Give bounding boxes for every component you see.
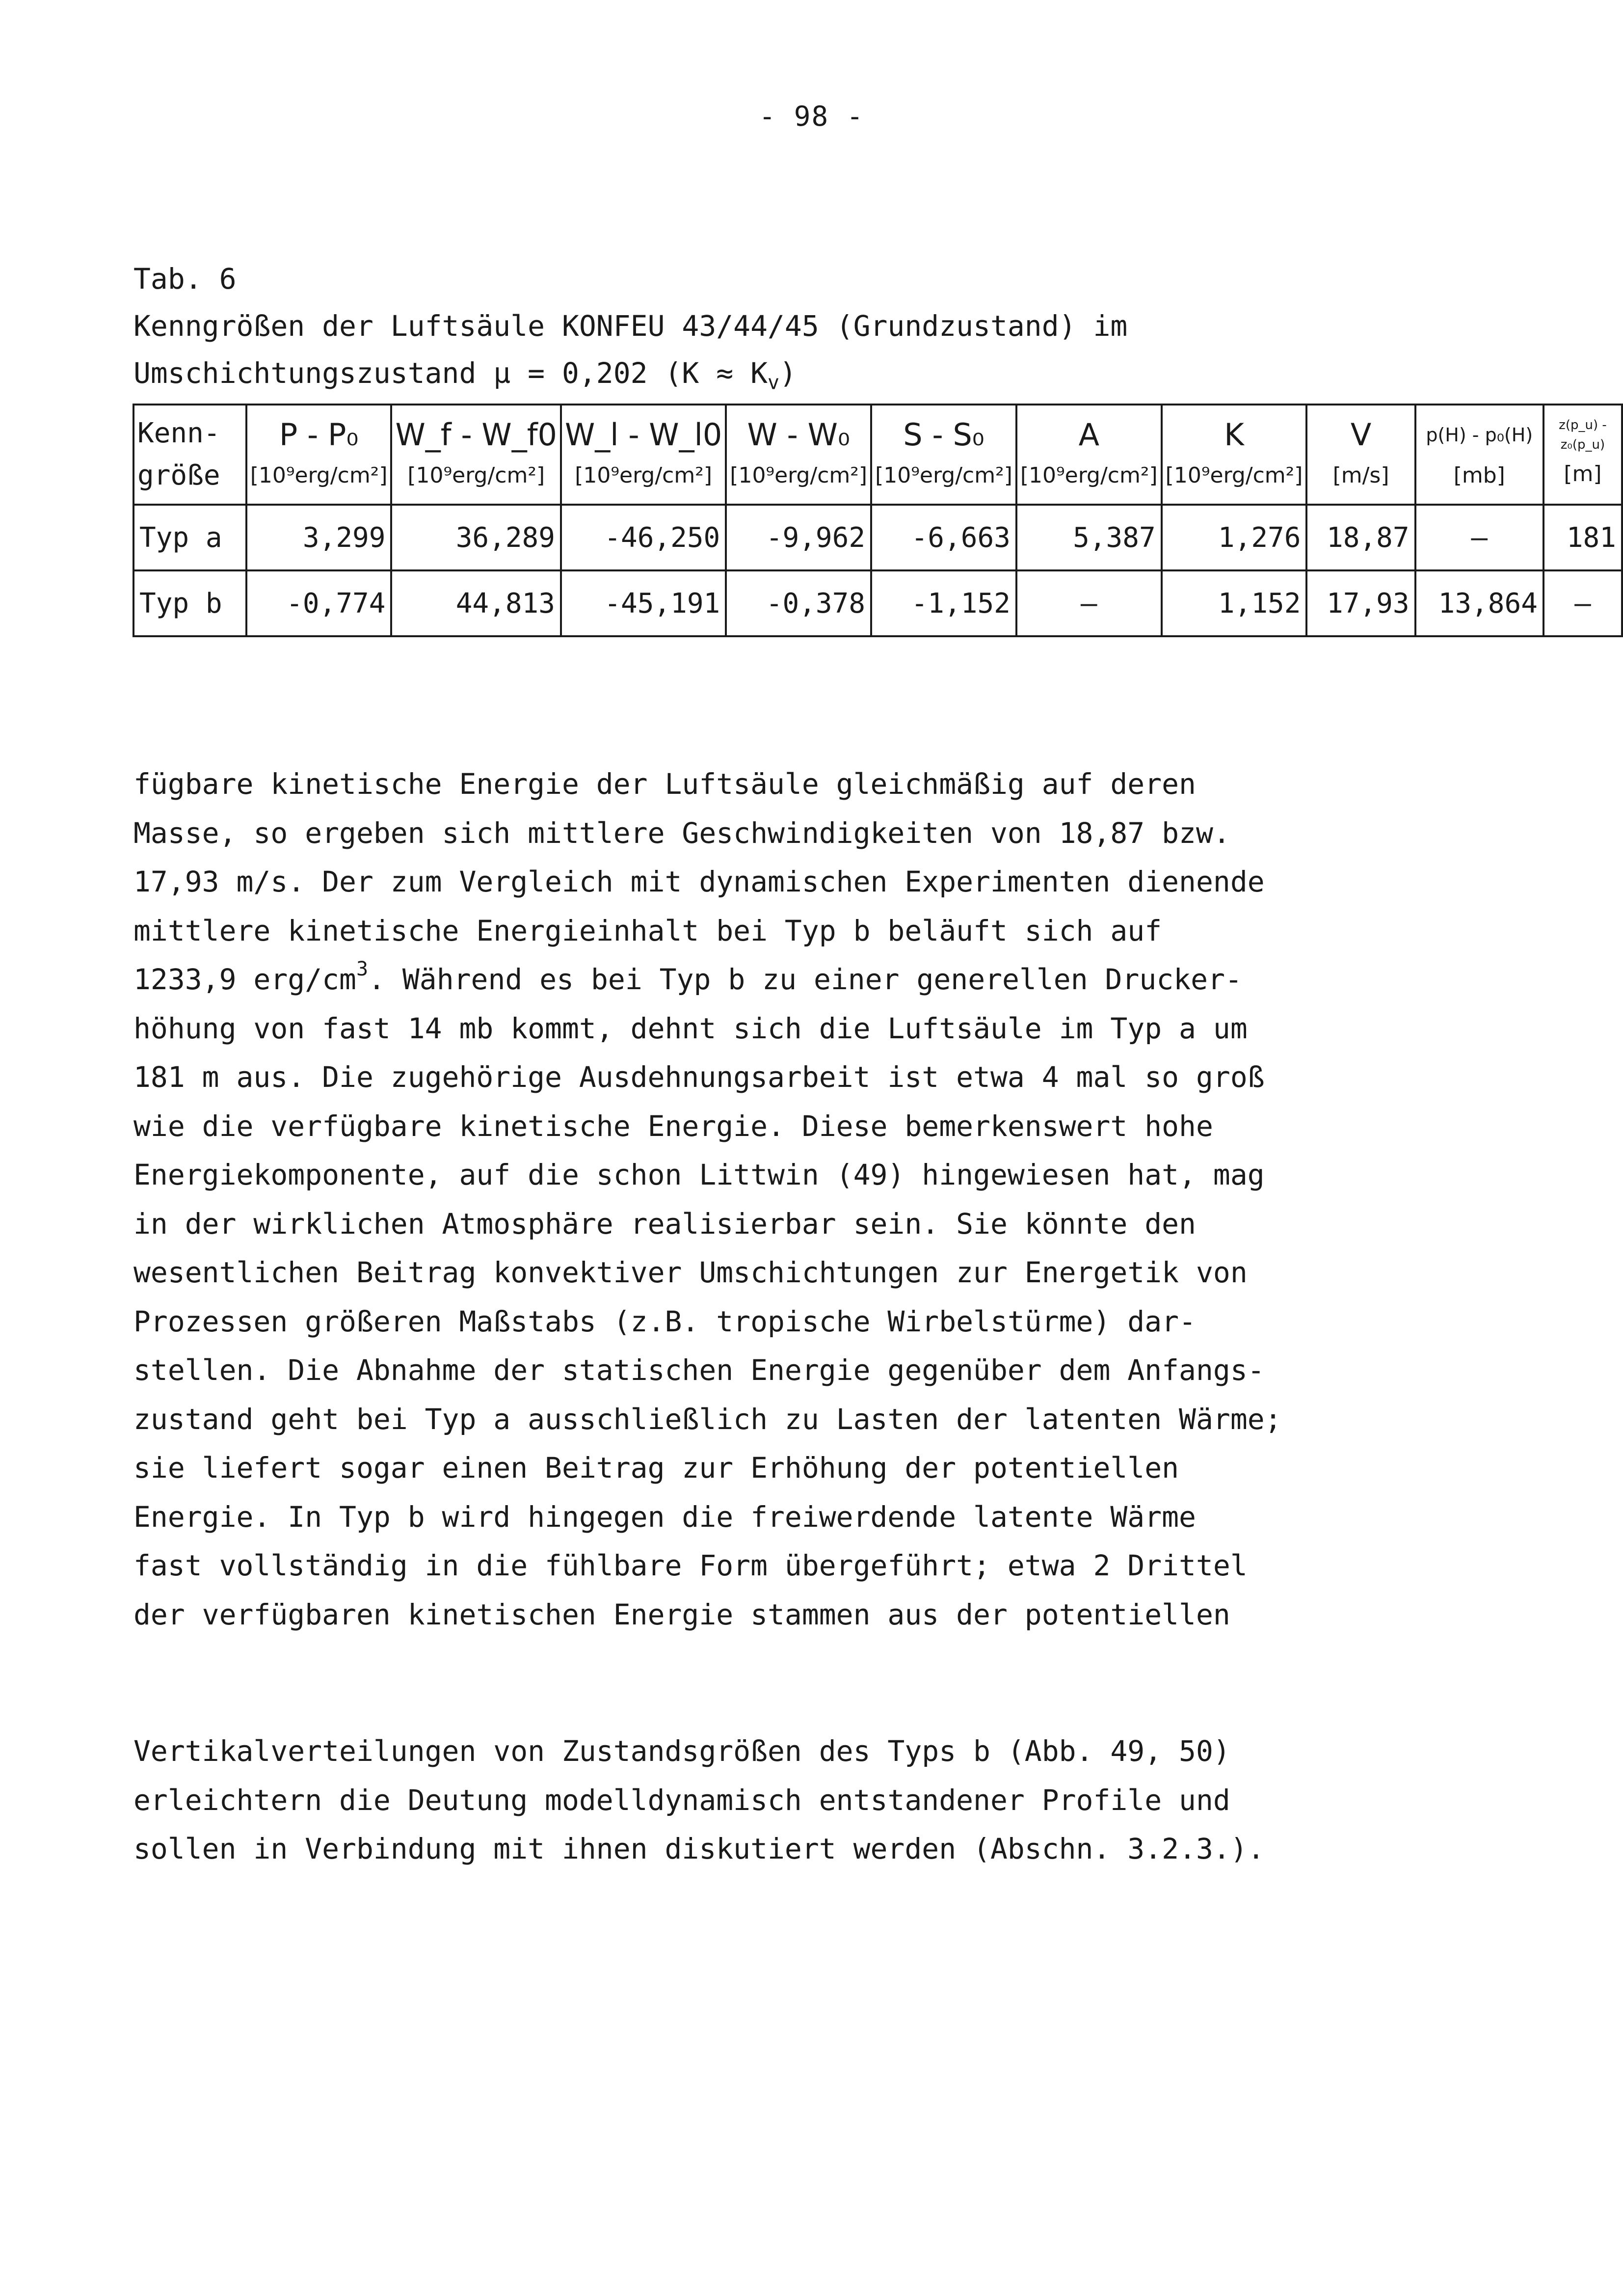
paragraph-line: Masse, so ergeben sich mittlere Geschwindigkeiten von 18,87 bzw.: [133, 816, 1230, 850]
header-label-line-2: größe: [137, 459, 220, 491]
paragraph-line: fügbare kinetische Energie der Luftsäule gleichmäßig auf deren: [133, 767, 1196, 801]
table-cell: -0,378: [726, 570, 871, 636]
table-header-row: [133, 405, 1622, 505]
header-cell-wl: [561, 405, 726, 505]
header-symbol: V: [1350, 417, 1372, 453]
table-cell: 13,864: [1415, 570, 1543, 636]
table-cell: 181: [1543, 505, 1622, 570]
page-number: - 98 -: [759, 101, 864, 133]
header-unit: [m]: [1564, 461, 1602, 486]
line-text: 1233,9 erg/cm: [133, 963, 356, 996]
paragraph-1: [133, 760, 1498, 1639]
paragraph-line: wesentlichen Beitrag konvektiver Umschichtungen zur Energetik von: [133, 1256, 1248, 1289]
paragraph-line: zustand geht bei Typ a ausschließlich zu Lasten der latenten Wärme;: [133, 1402, 1282, 1436]
paragraph-line: sollen in Verbindung mit ihnen diskutiert werden (Abschn. 3.2.3.).: [133, 1832, 1265, 1865]
caption-line-2: [133, 350, 1127, 406]
paragraph-line: mittlere kinetische Energieinhalt bei Typ b beläuft sich auf: [133, 914, 1162, 947]
header-unit: [10⁹erg/cm²]: [730, 463, 868, 488]
header-symbol: W - W₀: [747, 417, 850, 453]
header-symbol: A: [1078, 417, 1099, 453]
table-cell: 18,87: [1306, 505, 1415, 570]
header-label-line-1: Kenn-: [137, 417, 220, 449]
header-cell-p: [246, 405, 392, 505]
header-symbol: W_f - W_f0: [395, 417, 557, 453]
row-label: Typ a: [133, 505, 246, 570]
paragraph-line: sie liefert sogar einen Beitrag zur Erhöhung der potentiellen: [133, 1451, 1179, 1485]
paragraph-line: Energie. In Typ b wird hingegen die freiwerdende latente Wärme: [133, 1500, 1196, 1534]
table-cell: —: [1543, 570, 1622, 636]
table-cell: 17,93: [1306, 570, 1415, 636]
header-symbol: z(p_u) - z₀(p_u): [1559, 418, 1607, 452]
header-unit: [mb]: [1453, 463, 1505, 488]
paragraph-line: in der wirklichen Atmosphäre realisierbar sein. Sie könnte den: [133, 1207, 1196, 1241]
header-symbol: W_l - W_l0: [564, 417, 722, 453]
header-unit: [10⁹erg/cm²]: [1020, 463, 1158, 488]
header-unit: [10⁹erg/cm²]: [575, 463, 713, 488]
superscript: 3: [356, 958, 369, 980]
caption-subscript: v: [768, 371, 780, 394]
caption-line-2-end: ): [779, 356, 797, 390]
table-cell: —: [1016, 570, 1162, 636]
header-unit: [10⁹erg/cm²]: [1165, 463, 1303, 488]
paragraph-line: 181 m aus. Die zugehörige Ausdehnungsarbeit ist etwa 4 mal so groß: [133, 1060, 1265, 1094]
header-cell-z: [1543, 405, 1622, 505]
table-cell: -1,152: [871, 570, 1016, 636]
paragraph-line: wie die verfügbare kinetische Energie. Diese bemerkenswert hohe: [133, 1109, 1213, 1143]
header-cell-s: [871, 405, 1016, 505]
caption-line-1: Kenngrößen der Luftsäule KONFEU 43/44/45 (Grundzustand) im: [133, 309, 1128, 343]
table-row: [133, 570, 1622, 636]
table-cell: -0,774: [246, 570, 392, 636]
paragraph-line: Vertikalverteilungen von Zustandsgrößen des Typs b (Abb. 49, 50): [133, 1734, 1230, 1768]
paragraph-line: fast vollständig in die fühlbare Form übergeführt; etwa 2 Drittel: [133, 1549, 1248, 1582]
paragraph-line: Energiekomponente, auf die schon Littwin (49) hingewiesen hat, mag: [133, 1158, 1265, 1191]
table-cell: -9,962: [726, 505, 871, 570]
table-cell: 36,289: [391, 505, 561, 570]
header-cell-k: [1162, 405, 1307, 505]
paragraph-line: der verfügbaren kinetischen Energie stammen aus der potentiellen: [133, 1597, 1230, 1631]
header-cell-p-h: [1415, 405, 1543, 505]
row-label: Typ b: [133, 570, 246, 636]
data-table: [133, 404, 1623, 637]
table-cell: -6,663: [871, 505, 1016, 570]
paragraph-line: stellen. Die Abnahme der statischen Energie gegenüber dem Anfangs-: [133, 1353, 1265, 1387]
header-symbol: p(H) - p₀(H): [1426, 424, 1533, 446]
header-unit: [m/s]: [1332, 463, 1389, 488]
caption-line-2-text: Umschichtungszustand μ = 0,202 (K ≈ K: [133, 356, 768, 390]
table-cell: —: [1415, 505, 1543, 570]
table-cell: 1,152: [1162, 570, 1307, 636]
header-symbol: P - P₀: [279, 417, 359, 453]
paragraph-line: höhung von fast 14 mb kommt, dehnt sich die Luftsäule im Typ a um: [133, 1011, 1248, 1045]
paragraph-line: erleichtern die Deutung modelldynamisch entstandener Profile und: [133, 1783, 1230, 1817]
table-cell: 1,276: [1162, 505, 1307, 570]
paragraph-line: Prozessen größeren Maßstabs (z.B. tropische Wirbelstürme) dar-: [133, 1304, 1196, 1338]
header-label-cell: [133, 405, 246, 505]
header-symbol: S - S₀: [903, 417, 984, 453]
table-row: [133, 505, 1622, 570]
table-cell: -46,250: [561, 505, 726, 570]
line-text: . Während es bei Typ b zu einer generellen Drucker-: [368, 963, 1242, 996]
table-cell: 3,299: [246, 505, 392, 570]
table-cell: 44,813: [391, 570, 561, 636]
paragraph-2: [133, 1727, 1498, 1874]
table-cell: 5,387: [1016, 505, 1162, 570]
table-cell: -45,191: [561, 570, 726, 636]
table-caption: [133, 255, 1127, 406]
header-cell-w: [726, 405, 871, 505]
paragraph-line: 17,93 m/s. Der zum Vergleich mit dynamischen Experimenten dienende: [133, 865, 1265, 898]
header-unit: [10⁹erg/cm²]: [407, 463, 545, 488]
header-cell-wf: [391, 405, 561, 505]
header-unit: [10⁹erg/cm²]: [250, 463, 388, 488]
header-unit: [10⁹erg/cm²]: [875, 463, 1012, 488]
header-cell-a: [1016, 405, 1162, 505]
paragraph-line: [133, 955, 1498, 1004]
header-symbol: K: [1224, 417, 1244, 453]
header-cell-v: [1306, 405, 1415, 505]
table-label: Tab. 6: [133, 262, 237, 296]
